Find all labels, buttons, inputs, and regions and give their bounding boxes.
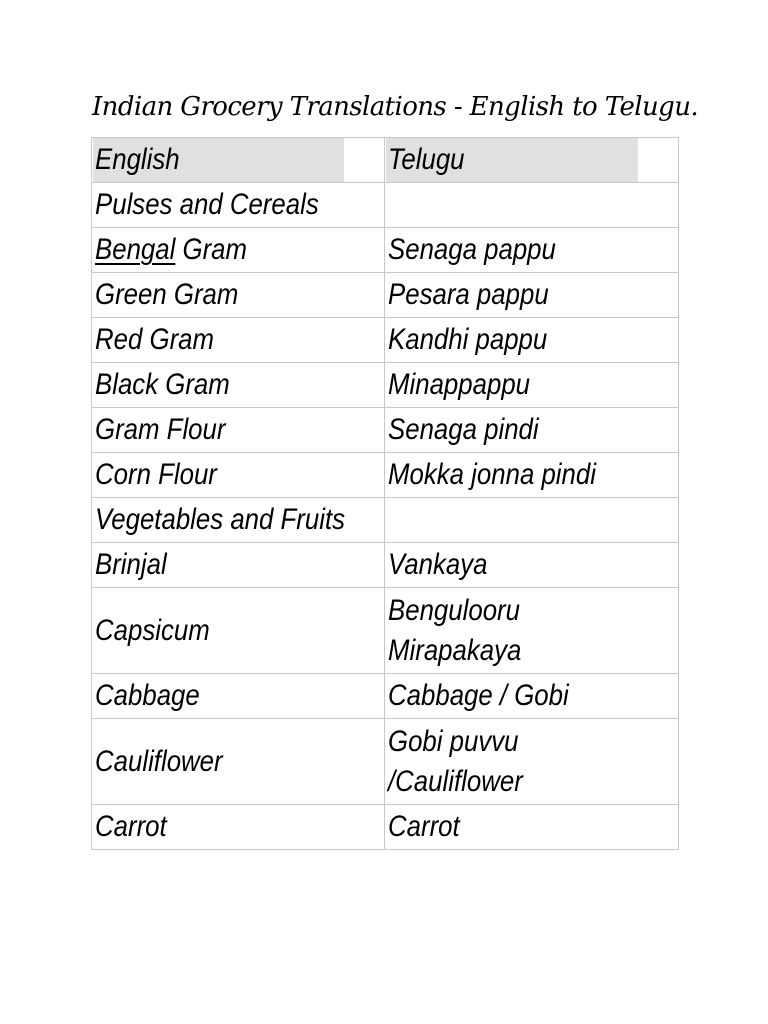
cell-telugu [385,719,638,805]
cell-english: Black Gram [92,363,344,408]
translation-table [91,137,679,850]
table-row [92,228,679,273]
table-row [92,408,679,453]
header-telugu: Telugu [385,138,638,183]
cell-english: Capsicum [92,588,344,674]
table-row [92,588,679,674]
table-row [92,543,679,588]
cell-english-rest: Gram [174,233,247,266]
table-row [92,674,679,719]
cell-english: Cauliflower [92,719,344,805]
cell-telugu [385,498,638,543]
cell-telugu: Vankaya [385,543,638,588]
cell-english [92,228,344,273]
table-row [92,453,679,498]
cell-telugu: Senaga pappu [385,228,638,273]
cell-english: Gram Flour [92,408,344,453]
cell-english: Green Gram [92,273,344,318]
cell-english: Corn Flour [92,453,344,498]
cell-telugu: Minappappu [385,363,638,408]
table-row [92,719,679,805]
document-title: Indian Grocery Translations - English to Telugu. [92,92,699,122]
table-row [92,183,679,228]
cell-telugu-line: Gobi puvvu [387,724,519,758]
table-row [92,498,679,543]
cell-english: Red Gram [92,318,344,363]
cell-english: Vegetables and Fruits [92,498,344,543]
cell-english: Brinjal [92,543,344,588]
cell-telugu-line: Bengulooru [387,593,520,627]
table-row [92,273,679,318]
header-english: English [92,138,344,183]
table-row [92,363,679,408]
table-header-row [92,138,679,183]
cell-english: Pulses and Cereals [92,183,344,228]
cell-telugu: Pesara pappu [385,273,638,318]
underlined-word: Bengal [94,233,175,266]
cell-telugu-line: /Cauliflower [387,764,523,798]
cell-telugu [385,183,638,228]
cell-english: Cabbage [92,674,344,719]
cell-telugu: Cabbage / Gobi [385,674,638,719]
cell-english: Carrot [92,805,344,850]
table-row [92,805,679,850]
cell-telugu [385,588,638,674]
table-row [92,318,679,363]
cell-telugu: Senaga pindi [385,408,638,453]
cell-telugu: Mokka jonna pindi [385,453,638,498]
cell-telugu-line: Mirapakaya [387,633,521,667]
cell-telugu: Kandhi pappu [385,318,638,363]
cell-telugu: Carrot [385,805,638,850]
